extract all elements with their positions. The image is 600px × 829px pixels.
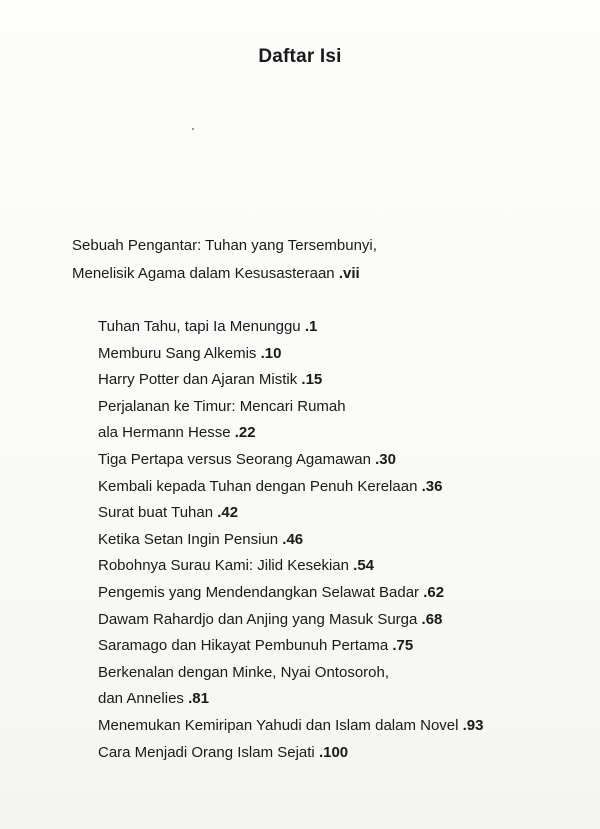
toc-entry-title: Kembali kepada Tuhan dengan Penuh Kerelaan [98,477,418,495]
intro-line-2 [72,260,377,288]
toc-entry-title: Dawam Rahardjo dan Anjing yang Masuk Surga [98,610,418,628]
toc-page-number: .93 [462,716,484,734]
toc-entry [98,607,484,634]
toc-entry-title: Perjalanan ke Timur: Mencari Rumah [98,397,346,415]
toc-entry-line [98,420,484,447]
toc-page-number: .1 [304,318,318,335]
toc-entry-line [98,553,484,580]
toc-entry-line [98,527,484,554]
toc-entry-title: Cara Menjadi Orang Islam Sejati [98,743,315,761]
toc-page-number: .46 [282,530,304,548]
toc-entry-line [98,314,484,341]
toc-entry-line [98,713,484,740]
toc-entry [98,341,484,368]
toc-entry-title: Menemukan Kemiripan Yahudi dan Islam dalam Novel [98,716,459,734]
toc-page-number: .36 [421,477,443,495]
toc-entry-title: Pengemis yang Mendendangkan Selawat Badar [98,583,420,601]
toc-entry [98,580,484,607]
page-title: Daftar Isi [258,46,342,67]
toc-page-number: .22 [234,424,256,442]
toc-entry [98,500,484,527]
toc-entry [98,367,484,394]
toc-page-number: .62 [423,583,445,601]
intro-text-2: Menelisik Agama dalam Kesusasteraan [72,265,335,282]
toc-entry [98,527,484,554]
toc-page-number: .10 [260,344,282,362]
toc-entry-line [98,447,484,474]
intro-text-1: Sebuah Pengantar: Tuhan yang Tersembunyi, [72,237,377,254]
toc-entry-line [98,686,484,713]
toc-entry [98,660,484,713]
toc-entry-title: Berkenalan dengan Minke, Nyai Ontosoroh, [98,663,390,681]
toc-entry-title: dan Annelies [98,690,184,708]
intro-page-number: .vii [338,265,360,282]
toc-entry-line [98,607,484,634]
toc-page-number: .75 [392,637,414,655]
toc-entry-title: Harry Potter dan Ajaran Mistik [98,371,298,389]
toc-entry-title: Tuhan Tahu, tapi Ia Menunggu [98,318,301,335]
toc-page-number: .54 [353,557,375,575]
toc-page-number: .30 [375,450,396,468]
toc-page-number: .100 [318,743,349,761]
toc-entry-title: Robohnya Surau Kami: Jilid Kesekian [98,557,349,575]
toc-entry-title: Ketika Setan Ingin Pensiun [98,530,279,548]
toc-entry [98,633,484,660]
toc-page-number: .42 [217,504,239,522]
toc-entry-title: ala Hermann Hesse [98,424,231,442]
toc-entry-title: Surat buat Tuhan [98,504,214,522]
intro-line-1 [72,232,377,260]
toc-entry [98,447,484,474]
toc-list [98,314,484,766]
toc-entry-line [98,474,484,501]
toc-entry [98,314,484,341]
toc-entry-line [98,660,484,687]
toc-entry-line [98,367,484,394]
toc-page-number: .68 [421,610,443,628]
toc-entry [98,553,484,580]
toc-entry [98,713,484,740]
toc-entry-line [98,500,484,527]
toc-page-number: .81 [188,690,209,708]
toc-entry [98,394,484,447]
toc-entry-line [98,633,484,660]
intro-entry [72,232,377,288]
toc-entry-line [98,740,484,767]
toc-entry-title: Saramago dan Hikayat Pembunuh Pertama [98,637,389,655]
toc-page-number: .15 [301,371,323,389]
toc-entry-line [98,341,484,368]
paper-speck [192,128,194,130]
toc-entry-line [98,394,484,421]
toc-entry-title: Memburu Sang Alkemis [98,344,257,362]
toc-entry [98,474,484,501]
toc-entry [98,740,484,767]
toc-entry-title: Tiga Pertapa versus Seorang Agamawan [98,450,371,468]
toc-entry-line [98,580,484,607]
